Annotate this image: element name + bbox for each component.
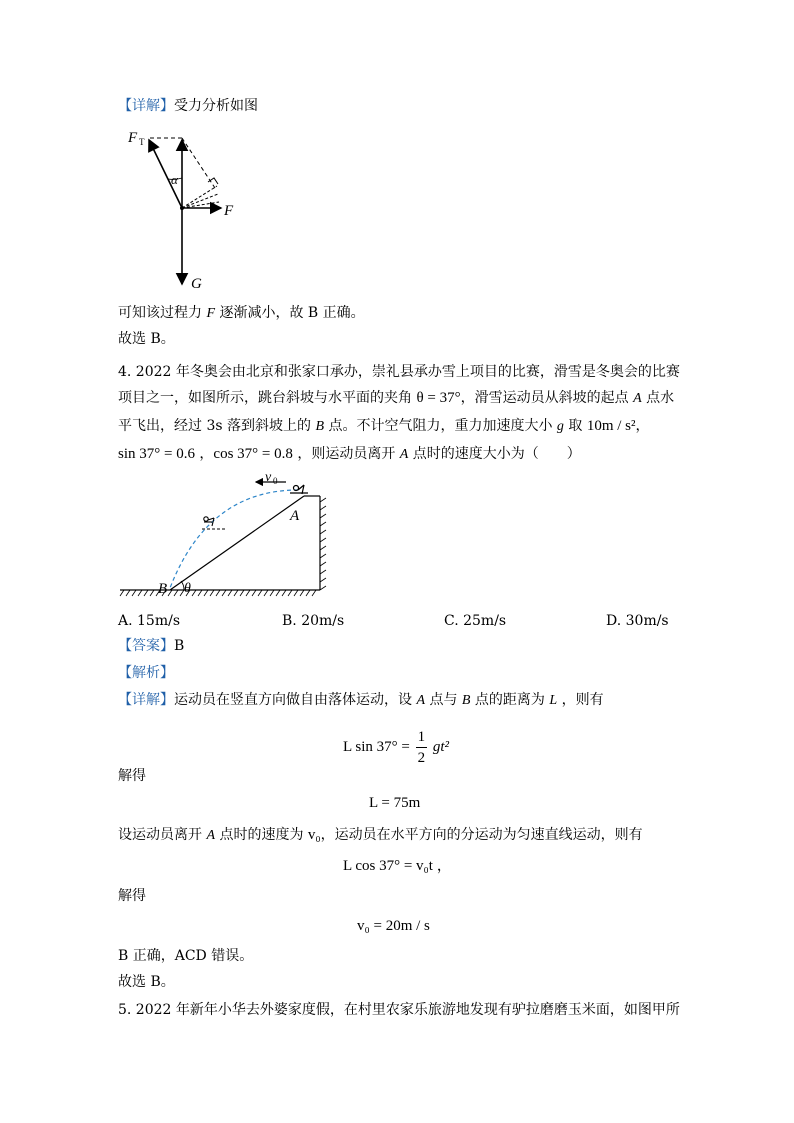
point-b-label: B [158, 581, 168, 597]
g-label: G [191, 276, 202, 292]
force-diagram [120, 122, 270, 294]
option-d: D. 30m/s [606, 613, 669, 629]
answer-line: 【答案】B [118, 638, 185, 654]
solve-label-1: 解得 [118, 768, 146, 784]
point-a-label: A [290, 508, 300, 524]
trajectory [170, 490, 298, 588]
q4-line-2: 项目之一，如图所示，跳台斜坡与水平面的夹角 θ = 37°，滑雪运动员从斜坡的起点 A 点水 [118, 390, 675, 406]
v0-label: v [265, 470, 272, 485]
ski-slope-diagram [118, 470, 338, 602]
v0-sub-label: 0 [273, 476, 278, 486]
conclusion-line-1: 可知该过程力 F 逐渐减小，故 B 正确。 [118, 305, 365, 321]
choose-line-2: 故选 B。 [118, 974, 175, 990]
option-b: B. 20m/s [282, 613, 345, 629]
ground-hatch [120, 590, 316, 596]
f-label: F [224, 203, 234, 219]
q5-line-1: 5. 2022 年新年小华去外婆家度假，在村里农家乐旅游地发现有驴拉磨磨玉米面，如图甲所 [118, 1002, 680, 1018]
slope-line [170, 496, 304, 590]
option-c: C. 25m/s [444, 613, 507, 629]
q4-line-3: 平飞出，经过 3s 落到斜坡上的 B 点。不计空气阻力，重力加速度大小 g 取 10m / s²， [118, 418, 650, 434]
solve-label-2: 解得 [118, 888, 146, 904]
analysis-tag: 【解析】 [118, 665, 174, 681]
conclusion-line-2: B 正确，ACD 错误。 [118, 948, 254, 964]
q4-line-1: 4. 2022 年冬奥会由北京和张家口承办，崇礼县承办雪上项目的比赛，滑雪是冬奥会的比赛 [118, 364, 680, 380]
choose-line-1: 故选 B。 [118, 331, 175, 347]
equation-3: L cos 37° = v₀t ， [343, 858, 452, 874]
equation-4: v₀ = 20m / s [357, 918, 430, 934]
detail-line: 【详解】运动员在竖直方向做自由落体运动，设 A 点与 B 点的距离为 L ，则有 [118, 692, 604, 708]
skier-top-icon [290, 485, 308, 494]
detail-text: 受力分析如图 [174, 98, 258, 114]
option-a: A. 15m/s [118, 613, 181, 629]
wall-hatch [320, 498, 326, 590]
ft-sub-label: T [139, 137, 145, 147]
equation-1: L sin 37° = $\frac{1}{2}$ gt² [343, 729, 449, 766]
equation-2: L = 75m [369, 795, 421, 811]
ft-label: F [128, 130, 138, 146]
alpha-label: α [171, 172, 178, 187]
detail-heading-1 [118, 97, 258, 115]
detail-tag: 【详解】 [118, 98, 174, 114]
q4-line-4: sin 37° = 0.6 ，cos 37° = 0.8 ，则运动员离开 A 点时的速度大小为（ ） [118, 446, 581, 462]
skier-mid-icon [202, 517, 226, 529]
velocity-line: 设运动员离开 A 点时的速度为 v₀，运动员在水平方向的分运动为匀速直线运动，则有 [118, 827, 643, 843]
theta-label: θ [184, 581, 191, 596]
